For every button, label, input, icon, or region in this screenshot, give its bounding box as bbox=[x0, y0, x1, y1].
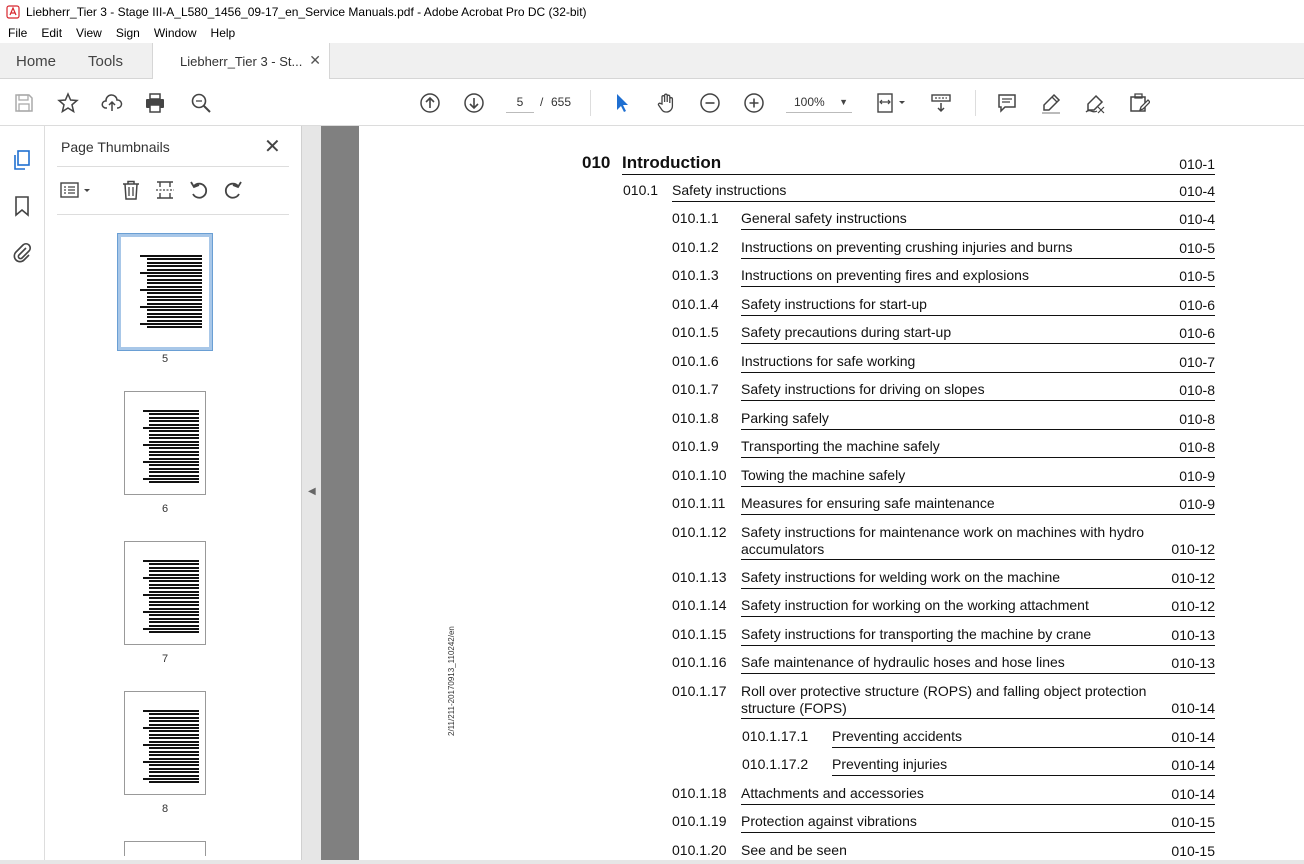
rotate-left-icon[interactable] bbox=[187, 178, 211, 202]
toc-title: See and be seen bbox=[741, 842, 847, 858]
toc-number: 010.1.8 bbox=[672, 410, 719, 426]
thumbnail-text-line bbox=[149, 717, 199, 719]
tab-document-label: Liebherr_Tier 3 - St... bbox=[180, 54, 303, 69]
toc-leader-line bbox=[741, 645, 1215, 646]
thumbnail-text-line bbox=[149, 764, 199, 766]
toc-page: 010-12 bbox=[1171, 598, 1215, 614]
toc-number: 010 bbox=[582, 153, 611, 172]
menu-sign[interactable]: Sign bbox=[115, 26, 140, 40]
zoom-in-icon[interactable] bbox=[742, 91, 766, 115]
thumbnail-text-line bbox=[143, 710, 199, 712]
thumbnail-text-line bbox=[143, 461, 199, 463]
toolbar bbox=[0, 79, 1304, 126]
thumbnail-label: 7 bbox=[161, 653, 169, 665]
toc-leader-line bbox=[672, 201, 1215, 202]
toc-page: 010-14 bbox=[1171, 729, 1215, 745]
highlight-icon[interactable] bbox=[1039, 91, 1063, 115]
toc-title: Parking safely bbox=[741, 410, 829, 426]
comment-icon[interactable] bbox=[995, 91, 1019, 115]
toc-title-continued: accumulators bbox=[741, 541, 825, 557]
toc-title: Safety instruction for working on the working attachment bbox=[741, 597, 1089, 613]
toc-leader-line bbox=[741, 457, 1215, 458]
upload-icon[interactable] bbox=[100, 91, 124, 115]
thumbnail-text-line bbox=[149, 447, 199, 449]
rotate-right-icon[interactable] bbox=[221, 178, 245, 202]
thumbnail-page[interactable] bbox=[118, 234, 212, 350]
thumbnail-text-line bbox=[147, 262, 202, 264]
thumbnail-text-line bbox=[149, 563, 199, 565]
toc-title-continued: structure (FOPS) bbox=[741, 700, 847, 716]
menu-file[interactable]: File bbox=[8, 26, 28, 40]
thumbnail-text-line bbox=[149, 451, 199, 453]
toc-page: 010-8 bbox=[1179, 439, 1215, 455]
thumbnail-text-line bbox=[147, 269, 202, 271]
attachments-icon[interactable] bbox=[10, 240, 34, 264]
thumbnail-text-line bbox=[149, 420, 199, 422]
toc-number: 010.1.2 bbox=[672, 239, 719, 255]
toc-leader-line bbox=[741, 718, 1215, 719]
toc-page: 010-14 bbox=[1171, 700, 1215, 716]
toc-page: 010-8 bbox=[1179, 382, 1215, 398]
toc-leader-line bbox=[741, 258, 1215, 259]
toc-entry[interactable] bbox=[359, 756, 1215, 783]
thumbnail-options-icon[interactable] bbox=[59, 178, 95, 202]
toc-leader-line bbox=[741, 673, 1215, 674]
toc-page: 010-5 bbox=[1179, 240, 1215, 256]
thumbnail-text-line bbox=[143, 410, 199, 412]
horizontal-scrollbar[interactable] bbox=[0, 860, 1304, 864]
hand-icon[interactable] bbox=[654, 91, 678, 115]
chevron-down-icon: ▼ bbox=[839, 97, 848, 107]
toc-number: 010.1.12 bbox=[672, 524, 727, 540]
extract-pages-icon[interactable] bbox=[153, 178, 177, 202]
thumbnail-text-line bbox=[149, 597, 199, 599]
thumbnail-page[interactable] bbox=[124, 391, 206, 495]
thumbnail-text-line bbox=[147, 275, 202, 277]
toc-number: 010.1.18 bbox=[672, 785, 727, 801]
toc-title: Safe maintenance of hydraulic hoses and hose lines bbox=[741, 654, 1065, 670]
toc-entry[interactable] bbox=[359, 524, 1215, 567]
toc-number: 010.1.7 bbox=[672, 381, 719, 397]
thumbnail-text-line bbox=[149, 734, 199, 736]
toc-title: Safety instructions for transporting the machine by crane bbox=[741, 626, 1092, 642]
thumbnail-text-line bbox=[147, 258, 202, 260]
toc-title: Preventing injuries bbox=[832, 756, 948, 772]
scrolling-icon[interactable] bbox=[929, 91, 953, 115]
print-icon[interactable] bbox=[143, 91, 167, 115]
toc-title: Safety instructions for welding work on the machine bbox=[741, 569, 1061, 585]
menu-bar bbox=[0, 23, 1304, 43]
thumbnail-text-line bbox=[149, 580, 199, 582]
title-bar bbox=[0, 0, 1304, 23]
divider bbox=[57, 166, 289, 167]
thumbnail-label: 8 bbox=[161, 803, 169, 815]
side-print-text: 2/11/211-20170913_110242/en bbox=[447, 626, 456, 736]
thumbnail-text-line bbox=[147, 279, 202, 281]
menu-help[interactable]: Help bbox=[210, 26, 236, 40]
toc-entry[interactable] bbox=[359, 353, 1215, 380]
toc-title: Instructions on preventing fires and explosions bbox=[741, 267, 1029, 283]
toc-leader-line bbox=[741, 616, 1215, 617]
toc-leader-line bbox=[741, 400, 1215, 401]
thumbnail-text-line bbox=[147, 296, 202, 298]
thumbnail-text-line bbox=[140, 272, 202, 274]
toc-number: 010.1.1 bbox=[672, 210, 719, 226]
toc-entry[interactable] bbox=[359, 626, 1215, 653]
thumbnail-label: 5 bbox=[161, 353, 169, 365]
toc-page: 010-4 bbox=[1179, 183, 1215, 199]
toc-entry[interactable] bbox=[359, 467, 1215, 494]
thumbnail-text-line bbox=[149, 781, 199, 783]
toc-page: 010-13 bbox=[1171, 655, 1215, 671]
thumbnail-text-line bbox=[143, 560, 199, 562]
thumbnail-text-line bbox=[147, 313, 202, 315]
thumbnail-text-line bbox=[140, 306, 202, 308]
thumbnail-text-line bbox=[149, 471, 199, 473]
thumbnail-text-line bbox=[149, 434, 199, 436]
tab-close-icon[interactable]: ✕ bbox=[309, 52, 321, 68]
toc-entry[interactable] bbox=[359, 683, 1215, 726]
toc-entry[interactable] bbox=[359, 438, 1215, 465]
toc-leader-line bbox=[741, 559, 1215, 560]
toc-page: 010-15 bbox=[1171, 814, 1215, 830]
thumbnail-text-line bbox=[149, 758, 199, 760]
toc-number: 010.1.4 bbox=[672, 296, 719, 312]
toc-page: 010-12 bbox=[1171, 541, 1215, 557]
save-icon[interactable] bbox=[12, 91, 36, 115]
thumbnail-text-line bbox=[149, 625, 199, 627]
toc-title: Safety instructions for start-up bbox=[741, 296, 927, 312]
thumbnail-text-line bbox=[143, 577, 199, 579]
tab-tools[interactable]: Tools bbox=[88, 52, 124, 70]
toc-entry[interactable] bbox=[359, 182, 1215, 209]
select-cursor-icon[interactable] bbox=[610, 91, 634, 115]
toc-page: 010-14 bbox=[1171, 786, 1215, 802]
menu-window[interactable]: Window bbox=[153, 26, 197, 40]
toc-page: 010-7 bbox=[1179, 354, 1215, 370]
toc-page: 010-6 bbox=[1179, 297, 1215, 313]
toc-number: 010.1.10 bbox=[672, 467, 727, 483]
toc-entry[interactable] bbox=[359, 324, 1215, 351]
toc-page: 010-6 bbox=[1179, 325, 1215, 341]
pdf-page bbox=[359, 126, 1304, 864]
toc-number: 010.1.16 bbox=[672, 654, 727, 670]
thumbnail-text-line bbox=[143, 611, 199, 613]
thumbnail-text-line bbox=[143, 727, 199, 729]
thumbnail-text-line bbox=[140, 323, 202, 325]
page-thumbnails-icon[interactable] bbox=[10, 148, 34, 172]
toc-number: 010.1.14 bbox=[672, 597, 727, 613]
thumbnail-text-line bbox=[149, 570, 199, 572]
toc-leader-line bbox=[622, 174, 1215, 175]
page-total: 655 bbox=[551, 95, 572, 109]
toolbar-separator bbox=[590, 90, 591, 116]
toc-leader-line bbox=[741, 804, 1215, 805]
thumbnails-panel bbox=[45, 126, 301, 864]
thumbnail-page[interactable] bbox=[124, 541, 206, 645]
toc-page: 010-13 bbox=[1171, 627, 1215, 643]
toc-page: 010-12 bbox=[1171, 570, 1215, 586]
tab-document[interactable] bbox=[152, 43, 330, 80]
toc-entry[interactable] bbox=[359, 239, 1215, 266]
zoom-value: 100% bbox=[794, 94, 825, 109]
thumbnail-text-line bbox=[149, 608, 199, 610]
thumbnail-text-line bbox=[147, 292, 202, 294]
thumbnail-text-line bbox=[149, 587, 199, 589]
toc-number: 010.1.17.1 bbox=[742, 728, 809, 744]
search-zoom-icon[interactable] bbox=[189, 91, 213, 115]
thumbnail-text-line bbox=[149, 430, 199, 432]
draw-icon[interactable] bbox=[1083, 91, 1107, 115]
toc-number: 010.1.3 bbox=[672, 267, 719, 283]
toc-page: 010-4 bbox=[1179, 211, 1215, 227]
toc-entry[interactable] bbox=[359, 654, 1215, 681]
bookmarks-icon[interactable] bbox=[10, 194, 34, 218]
thumbnail-text-line bbox=[143, 628, 199, 630]
toc-leader-line bbox=[741, 429, 1215, 430]
zoom-select[interactable] bbox=[786, 91, 852, 113]
thumbnail-text-line bbox=[147, 299, 202, 301]
toc-entry[interactable] bbox=[359, 410, 1215, 437]
menu-view[interactable]: View bbox=[76, 26, 102, 40]
thumbnail-page[interactable] bbox=[124, 691, 206, 795]
page-number-input[interactable] bbox=[506, 91, 534, 113]
window-title: Liebherr_Tier 3 - Stage III-A_L580_1456_09-17_en_Service Manuals.pdf - Adobe Acrobat Pro DC (32-bit) bbox=[26, 4, 587, 19]
toc-title: Attachments and accessories bbox=[741, 785, 924, 801]
toc-entry[interactable] bbox=[359, 267, 1215, 294]
toc-title: Measures for ensuring safe maintenance bbox=[741, 495, 995, 511]
thumbnail-text-line bbox=[147, 265, 202, 267]
thumbnail-text-line bbox=[149, 454, 199, 456]
thumbnail-text-line bbox=[147, 316, 202, 318]
toc-title: Protection against vibrations bbox=[741, 813, 917, 829]
acrobat-icon bbox=[6, 5, 20, 19]
toc-entry[interactable] bbox=[359, 597, 1215, 624]
thumbnail-text-line bbox=[149, 424, 199, 426]
thumbnail-text-line bbox=[149, 768, 199, 770]
thumbnail-text-line bbox=[143, 427, 199, 429]
toc-entry[interactable] bbox=[359, 153, 1215, 180]
thumbnail-text-line bbox=[149, 417, 199, 419]
toc-number: 010.1.5 bbox=[672, 324, 719, 340]
thumbnail-text-line bbox=[149, 741, 199, 743]
thumbnail-list bbox=[45, 216, 295, 856]
toc-leader-line bbox=[741, 315, 1215, 316]
toc-entry[interactable] bbox=[359, 813, 1215, 840]
toc-leader-line bbox=[741, 486, 1215, 487]
panel-close-icon[interactable]: ✕ bbox=[264, 136, 281, 158]
thumbnail-text-line bbox=[149, 458, 199, 460]
toc-number: 010.1.15 bbox=[672, 626, 727, 642]
toc-title: Instructions on preventing crushing injuries and burns bbox=[741, 239, 1073, 255]
thumbnail-text-line bbox=[140, 255, 202, 257]
thumbnail-text-line bbox=[149, 475, 199, 477]
thumbnail-text-line bbox=[147, 309, 202, 311]
thumbnail-label: 6 bbox=[161, 503, 169, 515]
panel-splitter[interactable] bbox=[301, 126, 321, 864]
toc-number: 010.1.17.2 bbox=[742, 756, 809, 772]
toc-entry[interactable] bbox=[359, 381, 1215, 408]
thumbnail-text-line bbox=[149, 441, 199, 443]
toc-number: 010.1.17 bbox=[672, 683, 727, 699]
thumbnail-text-line bbox=[149, 751, 199, 753]
toc-number: 010.1 bbox=[623, 182, 659, 198]
toc-page: 010-5 bbox=[1179, 268, 1215, 284]
toc-number: 010.1.9 bbox=[672, 438, 719, 454]
divider bbox=[57, 214, 289, 215]
toc-page: 010-9 bbox=[1179, 496, 1215, 512]
thumbnail-text-line bbox=[149, 621, 199, 623]
toc-leader-line bbox=[832, 747, 1215, 748]
bookmark-star-icon[interactable] bbox=[56, 91, 80, 115]
thumbnail-text-line bbox=[147, 326, 202, 328]
toc-entry[interactable] bbox=[359, 569, 1215, 596]
thumbnail-text-line bbox=[140, 289, 202, 291]
page-up-icon[interactable] bbox=[418, 91, 442, 115]
thumbnail-text-line bbox=[149, 713, 199, 715]
toc-title: Towing the machine safely bbox=[741, 467, 906, 483]
document-view[interactable] bbox=[321, 126, 1304, 864]
thumbnail-text-line bbox=[149, 747, 199, 749]
thumbnail-text-line bbox=[149, 724, 199, 726]
thumbnail-text-line bbox=[149, 631, 199, 633]
panel-title: Page Thumbnails bbox=[61, 139, 170, 155]
fill-sign-icon[interactable] bbox=[1127, 91, 1151, 115]
thumbnail-text-line bbox=[149, 604, 199, 606]
thumbnail-text-line bbox=[149, 771, 199, 773]
toc-title: Roll over protective structure (ROPS) and falling object protection bbox=[741, 683, 1147, 699]
toc-title: Safety precautions during start-up bbox=[741, 324, 952, 340]
toc-number: 010.1.13 bbox=[672, 569, 727, 585]
thumbnail-text-line bbox=[143, 478, 199, 480]
thumbnail-text-line bbox=[149, 720, 199, 722]
thumbnail-text-line bbox=[149, 614, 199, 616]
page-down-icon[interactable] bbox=[462, 91, 486, 115]
thumbnail-text-line bbox=[143, 744, 199, 746]
thumbnail-text-line bbox=[149, 567, 199, 569]
fit-page-icon[interactable] bbox=[874, 91, 910, 115]
toc-title: Safety instructions for driving on slopes bbox=[741, 381, 985, 397]
thumbnail-text-line bbox=[149, 464, 199, 466]
thumbnail-text-line bbox=[143, 778, 199, 780]
thumbnail-text-line bbox=[147, 303, 202, 305]
toc-page: 010-14 bbox=[1171, 757, 1215, 773]
thumbnail-text-line bbox=[149, 754, 199, 756]
tab-home[interactable]: Home bbox=[16, 52, 57, 70]
menu-edit[interactable]: Edit bbox=[41, 26, 63, 40]
toc-page: 010-1 bbox=[1179, 156, 1215, 172]
toc-title: Preventing accidents bbox=[832, 728, 962, 744]
toc-number: 010.1.11 bbox=[672, 495, 726, 511]
thumbnail-text-line bbox=[149, 737, 199, 739]
toc-leader-line bbox=[741, 229, 1215, 230]
thumbnail-text-line bbox=[149, 481, 199, 483]
toc-leader-line bbox=[741, 514, 1215, 515]
thumbnail-text-line bbox=[143, 594, 199, 596]
thumbnail-text-line bbox=[147, 282, 202, 284]
toc-leader-line bbox=[832, 775, 1215, 776]
toc-leader-line bbox=[741, 343, 1215, 344]
collapse-panel-icon[interactable]: ◀ bbox=[308, 486, 316, 497]
delete-icon[interactable] bbox=[119, 178, 143, 202]
toc-title: Introduction bbox=[622, 153, 722, 172]
thumbnail-text-line bbox=[149, 574, 199, 576]
toc-page: 010-9 bbox=[1179, 468, 1215, 484]
toc-entry[interactable] bbox=[359, 495, 1215, 522]
tab-bar bbox=[0, 43, 1304, 79]
thumbnail-text-line bbox=[149, 601, 199, 603]
thumbnail-text-line bbox=[147, 286, 202, 288]
page-separator: / bbox=[540, 95, 544, 109]
thumbnail-text-line bbox=[149, 437, 199, 439]
thumbnail-text-line bbox=[149, 591, 199, 593]
thumbnail-text-line bbox=[149, 618, 199, 620]
toc-title: Safety instructions bbox=[672, 182, 787, 198]
toc-leader-line bbox=[741, 832, 1215, 833]
toc-number: 010.1.6 bbox=[672, 353, 719, 369]
thumbnail-text-line bbox=[149, 584, 199, 586]
toc-leader-line bbox=[741, 286, 1215, 287]
toc-title: Safety instructions for maintenance work on machines with hydro bbox=[741, 524, 1145, 540]
thumbnail-text-line bbox=[149, 413, 199, 415]
zoom-out-icon[interactable] bbox=[698, 91, 722, 115]
thumbnail-text-line bbox=[149, 468, 199, 470]
toc-page: 010-8 bbox=[1179, 411, 1215, 427]
thumbnail-text-line bbox=[143, 761, 199, 763]
toc-title: Instructions for safe working bbox=[741, 353, 916, 369]
left-nav-strip bbox=[0, 126, 45, 864]
toc-number: 010.1.19 bbox=[672, 813, 727, 829]
thumbnail-text-line bbox=[143, 444, 199, 446]
toc-title: Transporting the machine safely bbox=[741, 438, 940, 454]
thumbnail-text-line bbox=[149, 730, 199, 732]
thumbnail-text-line bbox=[147, 320, 202, 322]
toc-leader-line bbox=[741, 372, 1215, 373]
toc-leader-line bbox=[741, 588, 1215, 589]
toc-title: General safety instructions bbox=[741, 210, 907, 226]
thumbnail-text-line bbox=[149, 775, 199, 777]
toc-number: 010.1.20 bbox=[672, 842, 727, 858]
toc-entry[interactable] bbox=[359, 785, 1215, 812]
toc-entry[interactable] bbox=[359, 210, 1215, 237]
toolbar-separator bbox=[975, 90, 976, 116]
toc-entry[interactable] bbox=[359, 728, 1215, 755]
thumbnail-page[interactable] bbox=[124, 841, 206, 856]
toc-entry[interactable] bbox=[359, 296, 1215, 323]
toc-page: 010-15 bbox=[1171, 843, 1215, 859]
